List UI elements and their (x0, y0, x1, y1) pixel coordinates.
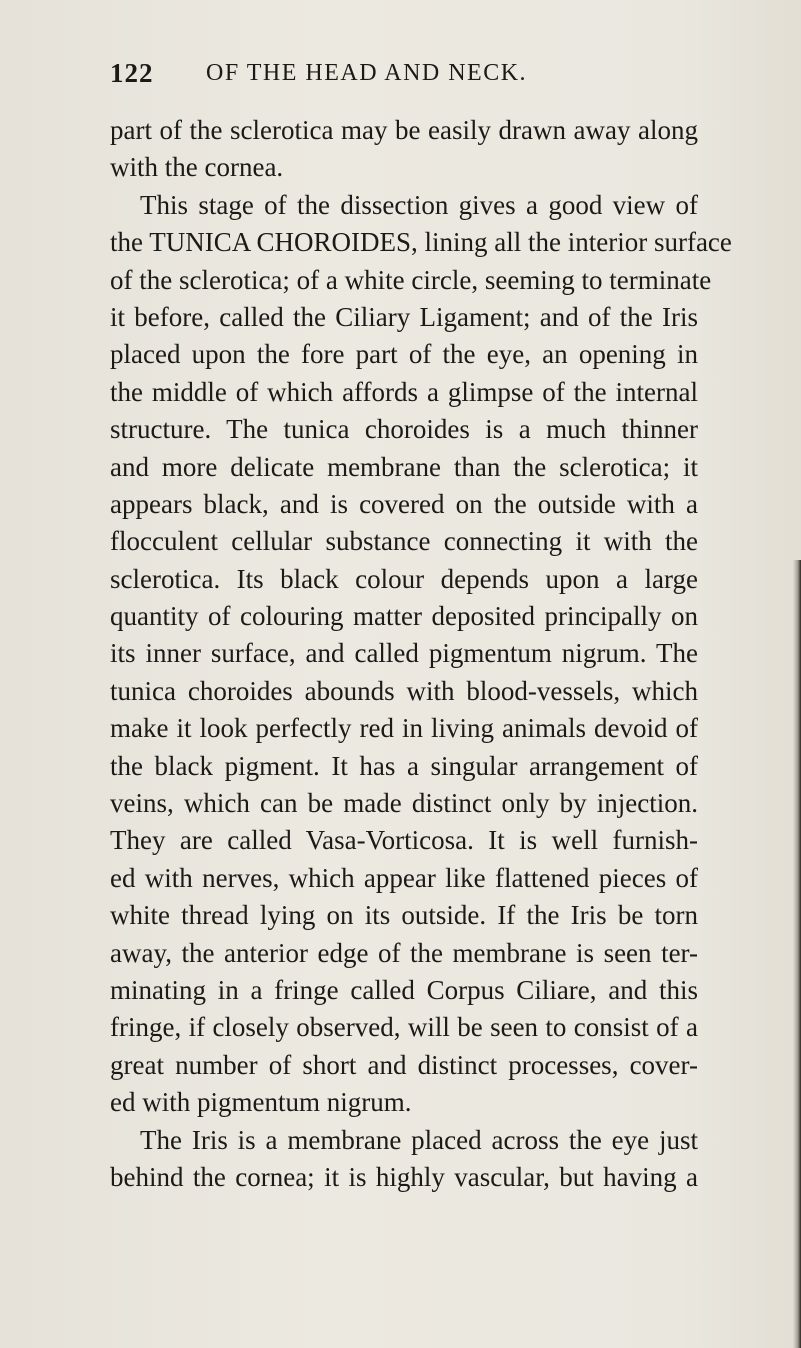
page-number: 122 (110, 58, 154, 88)
text-line: structure. The tunica choroides is a much thinner (110, 414, 698, 445)
text-line: They are called Vasa-Vorticosa. It is well furnish- (110, 825, 698, 856)
text-line: the TUNICA CHOROIDES, lining all the interior surface (110, 227, 732, 258)
text-line: minating in a fringe called Corpus Ciliare, and this (110, 974, 698, 1005)
text-line: ed with nerves, which appear like flattened pieces of (110, 862, 698, 893)
text-line: appears black, and is covered on the outside with a (110, 488, 698, 519)
text-line: quantity of colouring matter deposited principally on (110, 601, 698, 632)
page-edge-shadow (793, 560, 801, 1348)
page-header (110, 58, 710, 98)
running-head: OF THE HEAD AND NECK. (206, 60, 528, 86)
text-line: placed upon the fore part of the eye, an opening in (110, 339, 698, 370)
text-line: tunica choroides abounds with blood-vessels, which (110, 675, 698, 706)
text-line: and more delicate membrane than the sclerotica; it (110, 451, 698, 482)
text-line: the black pigment. It has a singular arrangement of (110, 750, 698, 781)
text-line: the middle of which affords a glimpse of the internal (110, 376, 698, 407)
text-line: ed with pigmentum nigrum. (110, 1087, 412, 1118)
text-line: it before, called the Ciliary Ligament; and of the Iris (110, 301, 698, 332)
text-line: flocculent cellular substance connecting it with the (110, 526, 698, 557)
text-line: of the sclerotica; of a white circle, seeming to terminate (110, 264, 712, 295)
text-line: great number of short and distinct processes, cover- (110, 1049, 698, 1080)
text-line: make it look perfectly red in living animals devoid of (110, 713, 698, 744)
text-line: with the cornea. (110, 152, 284, 183)
text-line: fringe, if closely observed, will be seen to consist of a (110, 1012, 698, 1043)
text-line: away, the anterior edge of the membrane is seen ter- (110, 937, 698, 968)
body-text (110, 112, 732, 1196)
text-line: sclerotica. Its black colour depends upon a large (110, 563, 698, 594)
text-line: its inner surface, and called pigmentum nigrum. The (110, 638, 698, 669)
text-line: part of the sclerotica may be easily drawn away along (110, 115, 698, 145)
text-line: veins, which can be made distinct only by injection. (110, 788, 698, 819)
text-line: This stage of the dissection gives a good view of (140, 189, 698, 220)
text-line: behind the cornea; it is highly vascular, but having a (110, 1161, 698, 1192)
text-line: white thread lying on its outside. If the Iris be torn (110, 900, 698, 931)
text-line: The Iris is a membrane placed across the eye just (140, 1124, 698, 1155)
